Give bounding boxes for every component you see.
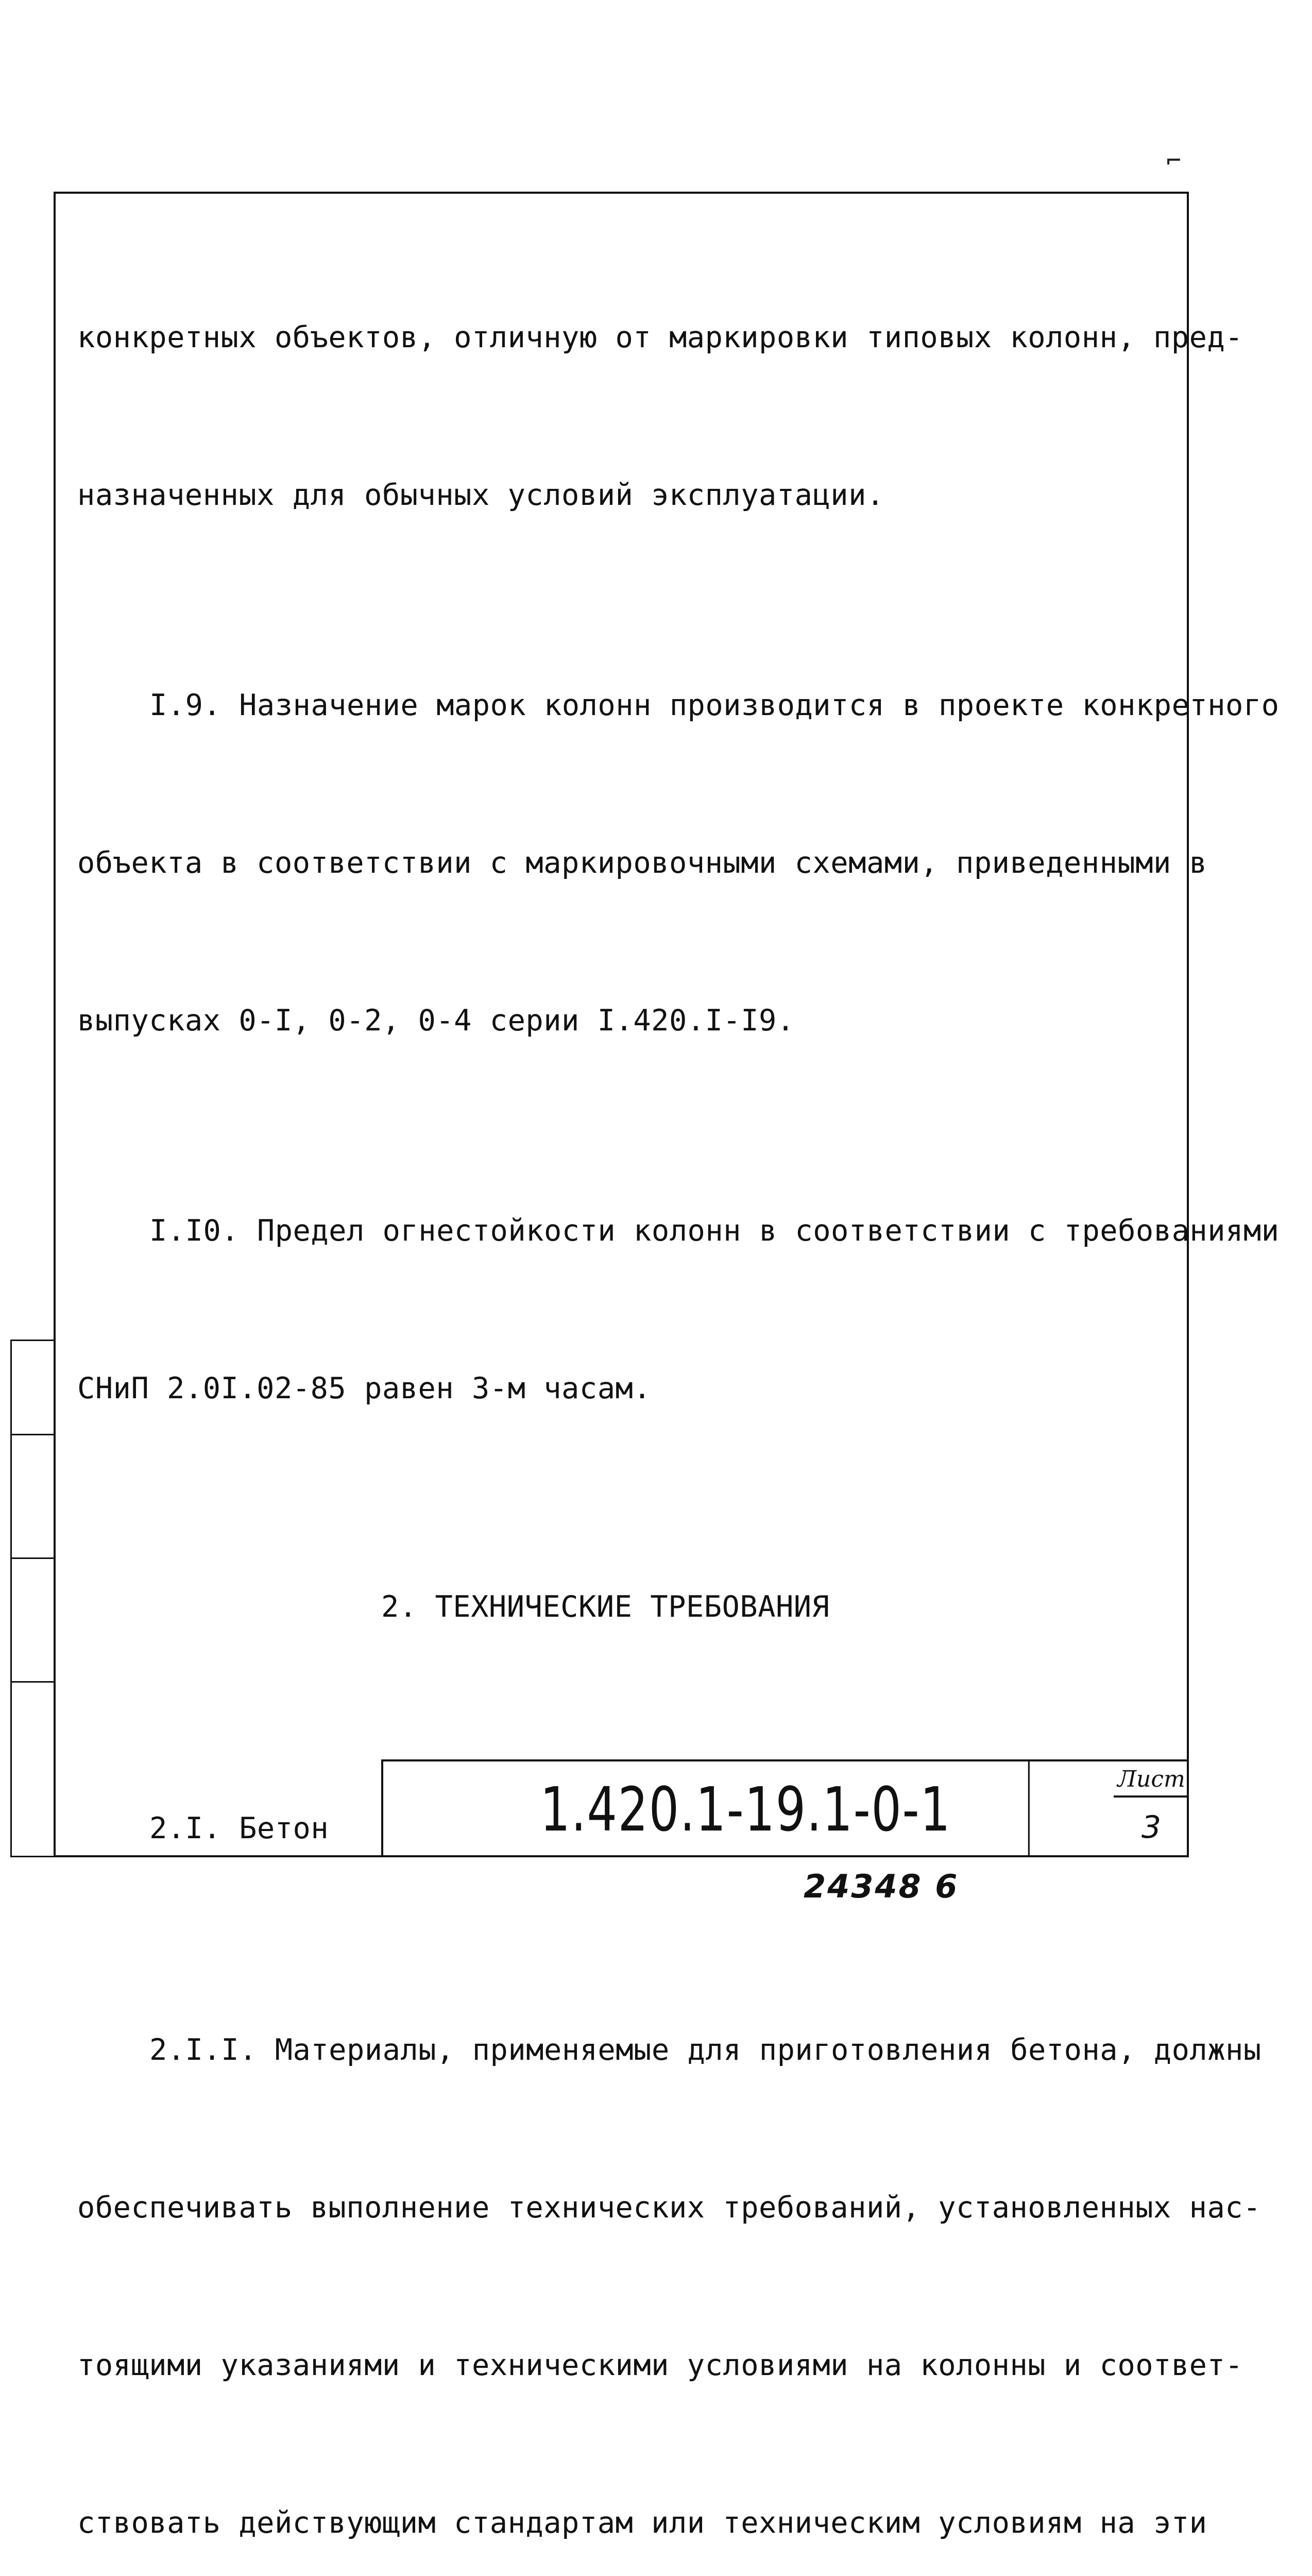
binding-divider (12, 1434, 54, 1435)
corner-mark: ⌐ (1166, 146, 1181, 175)
text-line: СНиП 2.0I.02-85 равен 3-м часам. (77, 1371, 652, 1405)
sheet-label: Лист (1114, 1761, 1189, 1798)
paragraph-1-10-start: I.I0. Предел огнестойкости колонн в соответствии с требованиями (149, 1214, 1280, 1248)
section-heading: 2. ТЕХНИЧЕСКИЕ ТРЕБОВАНИЯ (381, 1590, 830, 1624)
text-line: объекта в соответствии с маркировочными схемами, приведенными в (77, 846, 1207, 880)
binding-divider (12, 1681, 54, 1683)
binding-strip (10, 1340, 54, 1857)
sheet-cell (1114, 1761, 1189, 1857)
inventory-number: 24348 6 (804, 1868, 959, 1905)
text-line: конкретных объектов, отличную от маркировки типовых колонн, пред- (77, 320, 1243, 354)
binding-divider (12, 1557, 54, 1559)
document-body (77, 206, 1280, 2576)
text-line: обеспечивать выполнение технических требований, установленных нас- (77, 2191, 1261, 2225)
paragraph-2-1-1-start: 2.I.I. Материалы, применяемые для приготовления бетона, должны (149, 2033, 1262, 2067)
sheet-number: 3 (1141, 1809, 1162, 1845)
text-line: ствовать действующим стандартам или техническим условиям на эти (77, 2506, 1207, 2540)
text-line: тоящими указаниями и техническими условиями на колонны и соответ- (77, 2348, 1243, 2382)
text-line: назначенных для обычных условий эксплуатации. (77, 478, 884, 512)
title-block (381, 1759, 1189, 1857)
subsection-heading: 2.I. Бетон (149, 1811, 329, 1845)
document-code: 1.420.1-19.1-0-1 (463, 1761, 1030, 1857)
text-line: выпусках 0-I, 0-2, 0-4 серии I.420.I-I9. (77, 1004, 795, 1038)
paragraph-1-9-start: I.9. Назначение марок колонн производится в проекте конкретного (149, 688, 1280, 722)
